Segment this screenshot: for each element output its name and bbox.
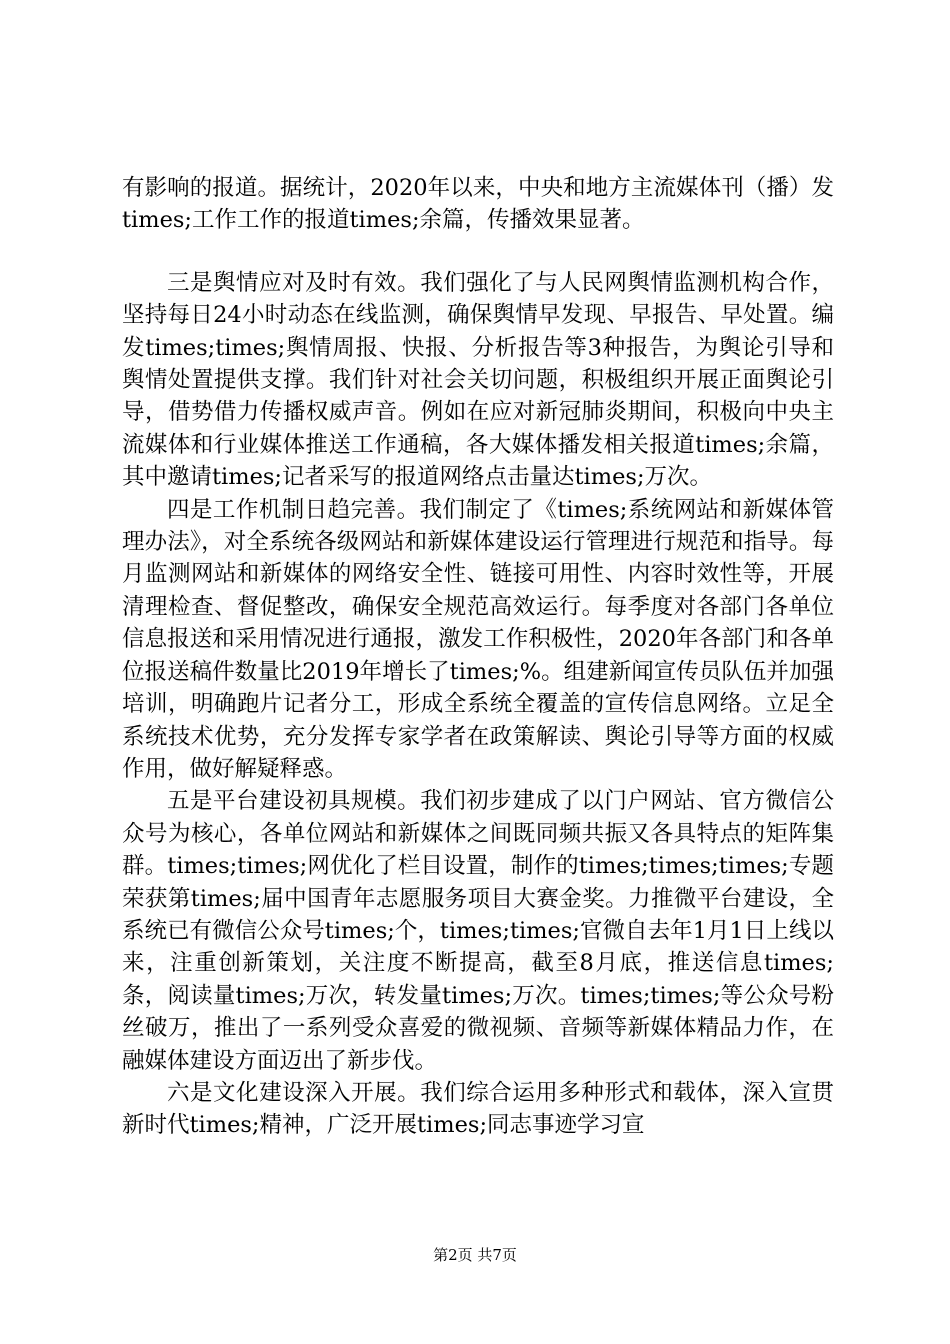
paragraph-public-opinion-response: 三是舆情应对及时有效。我们强化了与人民网舆情监测机构合作，坚持每日24小时动态在线监测，确保舆情早发现、早报告、早处置。编发times;times;舆情周报、快报、分析报告等3种报告，为舆论引导和舆情处置提供支撑。我们针对社会关切问题，积极组织开展正面舆论引导，借势借力传播权威声音。例如在应对新冠肺炎期间，积极向中央主流媒体和行业媒体推送工作通稿，各大媒体播发相关报道times;余篇，其中邀请times;记者采写的报道网络点击量达times;万次。 xyxy=(122,269,834,491)
document-body xyxy=(122,172,834,1142)
paragraph-platform-construction: 五是平台建设初具规模。我们初步建成了以门户网站、官方微信公众号为核心，各单位网站和新媒体之间既同频共振又各具特点的矩阵集群。times;times;网优化了栏目设置，制作的times;times;times;专题荣获第times;届中国青年志愿服务项目大赛金奖。力推微平台建设，全系统已有微信公众号times;个，times;times;官微自去年1月1日上线以来，注重创新策划，关注度不断提高，截至8月底，推送信息times;条，阅读量times;万次，转发量times;万次。times;times;等公众号粉丝破万，推出了一系列受众喜爱的微视频、音频等新媒体精品力作，在融媒体建设方面迈出了新步伐。 xyxy=(122,788,834,1074)
paragraph-continuation: 有影响的报道。据统计，2020年以来，中央和地方主流媒体刊（播）发times;工作工作的报道times;余篇，传播效果显著。 xyxy=(122,175,834,234)
page-number-footer: 第2页 共7页 xyxy=(433,1246,517,1264)
paragraph-culture-construction: 六是文化建设深入开展。我们综合运用多种形式和载体，深入宣贯新时代times;精神，广泛开展times;同志事迹学习宣 xyxy=(122,1079,834,1139)
paragraph-work-mechanism: 四是工作机制日趋完善。我们制定了《times;系统网站和新媒体管理办法》，对全系统各级网站和新媒体建设运行管理进行规范和指导。每月监测网站和新媒体的网络安全性、链接可用性、内容时效性等，开展清理检查、督促整改，确保安全规范高效运行。每季度对各部门各单位信息报送和采用情况进行通报，激发工作积极性，2020年各部门和各单位报送稿件数量比2019年增长了times;%。组建新闻宣传员队伍并加强培训，明确跑片记者分工，形成全系统全覆盖的宣传信息网络。立足全系统技术优势，充分发挥专家学者在政策解读、舆论引导等方面的权威作用，做好解疑释惑。 xyxy=(122,496,834,782)
